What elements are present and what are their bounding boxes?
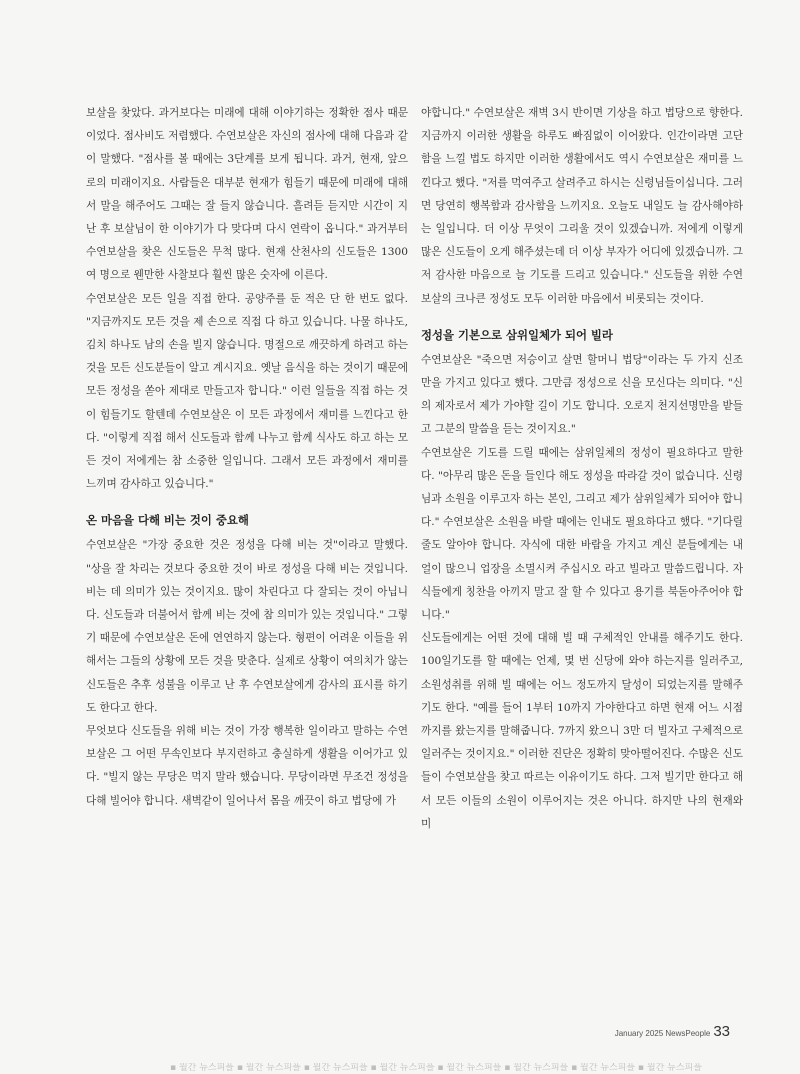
right-paragraph-3: 수연보살은 기도를 드릴 때에는 삼위일체의 정성이 필요하다고 말한다. "아무리 많은 돈을 들인다 해도 정성을 따라갈 것이 없습니다. 신령님과 소원을 이루고자 하는 본인, 그리고 제가 삼위일체가 되어야 합니다." 수연보살은 소원을 바랄 때에는 인내도 필요하다고 했다. "기다릴 줄도 알아야 합니다. 자식에 대한 바람을 가지고 계신 분들에게는 내 얼이 많으니 업장을 소멸시켜 주십시오 라고 빌라고 말씀드립니다. 자식들에게 칭찬을 아끼지 말고 잘 할 수 있다고 용기를 북돋아주어야 합니다." bbox=[421, 446, 743, 622]
left-paragraph-3: 수연보살은 "가장 중요한 것은 정성을 다해 비는 것"이라고 말했다. "상을 잘 차리는 것보다 중요한 것이 바로 정성을 다해 비는 것입니다. 비는 데 의미가 있는 것이지요. 많이 차린다고 다 잘되는 것이 아닙니다. 신도들과 더불어서 함께 비는 것에 참 의미가 있는 것입니다." 그렇기 때문에 수연보살은 돈에 연연하지 않는다. 형편이 어려운 이들을 위해서는 그들의 상황에 모든 것을 맞춘다. 실제로 상황이 여의치가 않는 신도들은 추후 성불을 이루고 난 후 수연보살에게 감사의 표시를 하기도 한다고 한다. bbox=[86, 539, 408, 714]
left-paragraph-4: 무엇보다 신도들을 위해 비는 것이 가장 행복한 일이라고 말하는 수연보살은 그 어떤 무속인보다 부지런하고 충실하게 생활을 이어가고 있다. "빌지 않는 무당은 먹지 말라 했습니다. 무당이라면 무조건 정성을 다해 빌어야 합니다. 새벽같이 일어나서 몸을 깨끗이 하고 법당에 가 bbox=[86, 725, 408, 807]
page-footer bbox=[615, 1023, 730, 1040]
section-heading-1: 온 마음을 다해 비는 것이 중요해 bbox=[86, 513, 249, 528]
right-paragraph-2: 수연보살은 "죽으면 저승이고 살면 할머니 법당"이라는 두 가지 신조만을 가지고 있다고 했다. 그만큼 정성으로 신을 모신다는 의미다. "신의 제자로서 제가 가야할 길이 기도 합니다. 오로지 천지선명만을 받들고 그분의 말씀을 듣는 것이지요." bbox=[421, 353, 743, 436]
left-paragraph-1: 보살을 찾았다. 과거보다는 미래에 대해 이야기하는 정확한 점사 때문이었다. 점사비도 저렴했다. 수연보살은 자신의 점사에 대해 다음과 같이 말했다. "점사를 볼 때에는 3단계를 보게 됩니다. 과거, 현재, 앞으로의 미래이지요. 사람들은 대부분 현재가 힘들기 때문에 미래에 대해서 말을 해주어도 그때는 잘 들지 않습니다. 흘려듣 듣지만 시간이 지난 후 보살님이 한 이야기가 다 맞다며 다시 연락이 옵니다." 과거부터 수연보살을 찾은 신도들은 무척 많다. 현재 산천사의 신도들은 1300여 명으로 웬만한 사찰보다 훨씬 많은 숫자에 이른다. bbox=[86, 107, 408, 282]
left-column bbox=[86, 102, 408, 813]
issue-label: January 2025 NewsPeople bbox=[614, 1029, 711, 1038]
right-paragraph-1: 야합니다." 수연보살은 재벽 3시 반이면 기상을 하고 법당으로 향한다. 지금까지 이러한 생활을 하루도 빠짐없이 이어왔다. 인간이라면 고단함을 느낄 법도 하지만 이러한 생활에서도 역시 수연보살은 재미를 느낀다고 했다. "저를 먹여주고 살려주고 하시는 신령님들이십니다. 그러면 당연히 행복함과 감사함을 느끼지요. 오늘도 내일도 늘 감사해야하는 일입니다. 더 이상 무엇이 그리울 것이 있겠습니까. 저에게 이렇게 많은 신도들이 오게 해주셨는데 더 이상 부자가 어디에 있겠습니까. 그저 감사한 마음으로 늘 기도를 드리고 있습니다." 신도들을 위한 수연보살의 크나큰 정성도 모두 이러한 마음에서 비롯되는 것이다. bbox=[421, 107, 743, 305]
left-paragraph-2: 수연보살은 모든 일을 직접 한다. 공양주를 둔 적은 단 한 번도 없다. "지금까지도 모든 것을 제 손으로 직접 다 하고 있습니다. 나물 하나도, 김치 하나도 남의 손을 빌지 않습니다. 명절으로 깨끗하게 하려고 하는 것을 모든 신도분들이 알고 계시지요. 옛날 음식을 하는 것이기 때문에 모든 정성을 쏟아 제대로 만들고자 합니다." 이런 일들을 직접 하는 것이 힘들기도 할텐데 수연보살은 이 모든 과정에서 재미를 느낀다고 한다. "이렇게 직접 해서 신도들과 함께 나누고 함께 식사도 하고 하는 모든 것이 저에게는 참 소중한 일입니다. 그래서 모든 과정에서 재미를 느끼며 감사하고 있습니다." bbox=[86, 292, 408, 491]
next-page-bleed-text: ▪ 월간 뉴스피플 ▪ 월간 뉴스피플 ▪ 월간 뉴스피플 ▪ 월간 뉴스피플 ▪ 월간 뉴스피플 ▪ 월간 뉴스피플 ▪ 월간 뉴스피플 ▪ 월간 뉴스피플 bbox=[170, 1063, 702, 1073]
right-paragraph-4: 신도들에게는 어떤 것에 대해 빌 때 구체적인 안내를 해주기도 한다. 100일기도를 할 때에는 언제, 몇 번 신당에 와야 하는지를 일러주고, 소원성취를 위해 빌 때에는 어느 정도까지 달성이 되었는지를 말해주기도 한다. "예를 들어 1부터 10까지 가야한다고 하면 현재 어느 시점까지를 왔는지를 말해줍니다. 7까지 왔으니 3만 더 빌자고 구체적으로 일러주는 것이지요." 이러한 진단은 정확히 맞아떨어진다. 수많은 신도들이 수연보살을 찾고 따르는 이유이기도 하다. 그저 빌기만 한다고 해서 모든 이들의 소원이 이루어지는 것은 아니다. 하지만 나의 현재와 미 bbox=[421, 632, 743, 830]
right-column bbox=[421, 102, 743, 836]
page-number: 33 bbox=[713, 1023, 730, 1040]
section-heading-2: 정성을 기본으로 삼위일체가 되어 빌라 bbox=[421, 327, 613, 342]
